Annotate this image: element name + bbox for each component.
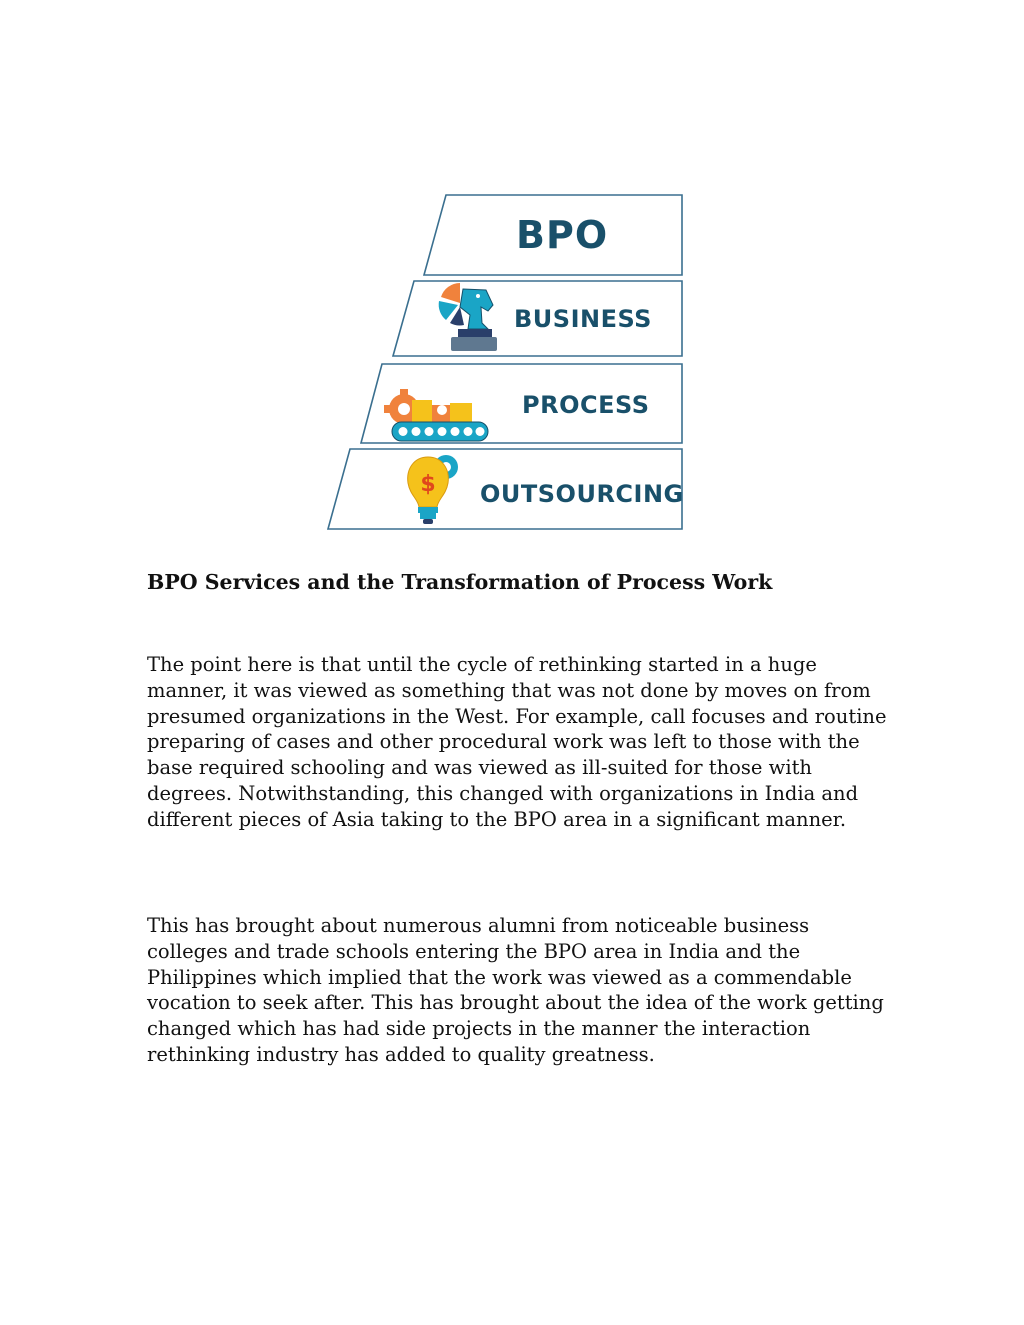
bpo-figure [300,155,720,560]
tier-process-label: PROCESS [522,391,650,419]
svg-text:$: $ [420,472,436,497]
tier-bpo-label: BPO [516,213,609,257]
document-heading: BPO Services and the Transformation of Process Work [147,570,773,594]
tier-business-label: BUSINESS [514,305,652,333]
body-paragraph-2: This has brought about numerous alumni from noticeable business colleges and trade schools entering the BPO area in India and the Philippines which implied that the work was viewed as a commendable vocation to seek after. This has brought about the idea of the work getting changed which has had side projects in the manner the interaction rethinking industry has added to quality greatness. [147,914,884,1066]
body-paragraph-1: The point here is that until the cycle of rethinking started in a huge manner, it was viewed as something that was not done by moves on from presumed organizations in the West. For example, call focuses and routine preparing of cases and other procedural work was left to those with the base required schooling and was viewed as ill-suited for those with degrees. Notwithstanding, this changed with organizations in India and different pieces of Asia taking to the BPO area in a significant manner. [147,653,887,831]
tier-outsourcing-label: OUTSOURCING [480,480,684,508]
